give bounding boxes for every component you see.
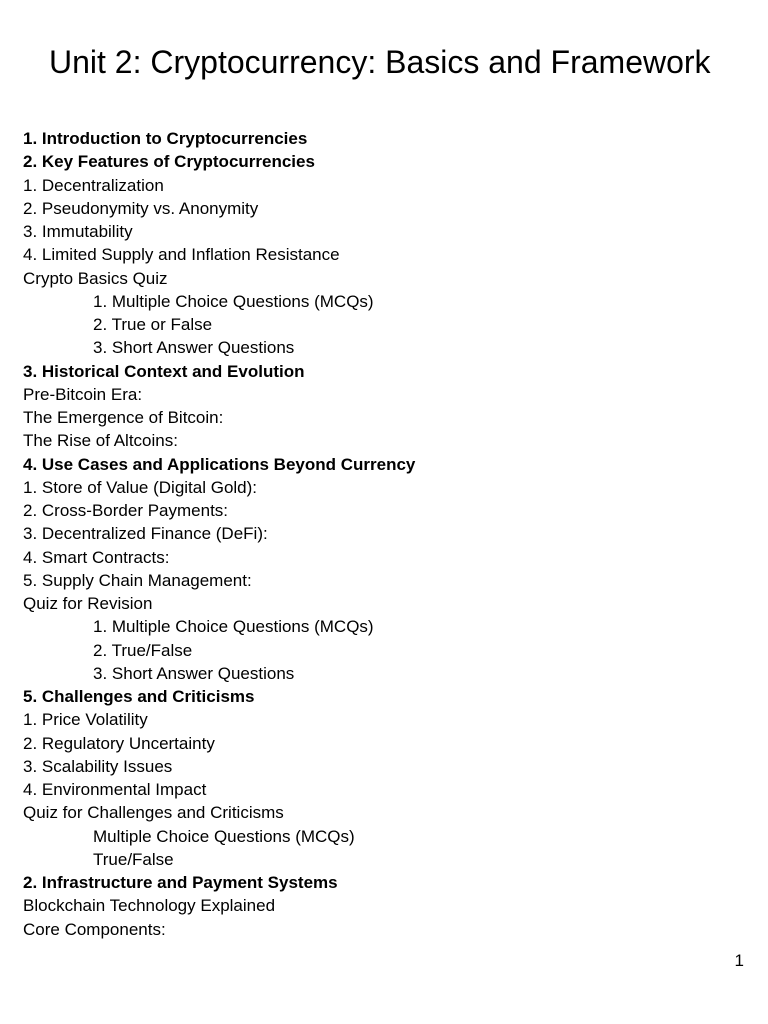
toc-line: Multiple Choice Questions (MCQs) xyxy=(93,826,355,846)
page-title: Unit 2: Cryptocurrency: Basics and Framework xyxy=(49,44,711,80)
toc-line: Quiz for Challenges and Criticisms xyxy=(23,803,284,823)
toc-line: Blockchain Technology Explained xyxy=(23,896,276,916)
toc-line: 2. True/False xyxy=(93,640,193,660)
toc-line: 3. Short Answer Questions xyxy=(93,338,295,358)
toc-line: 2. Cross-Border Payments: xyxy=(23,501,229,520)
toc-line: 2. Key Features of Cryptocurrencies xyxy=(23,152,315,172)
toc-line: The Rise of Altcoins: xyxy=(23,431,178,451)
toc-line: 2. Pseudonymity vs. Anonymity xyxy=(23,198,259,218)
toc-line: 2. Regulatory Uncertainty xyxy=(23,733,215,753)
toc-line: 1. Introduction to Cryptocurrencies xyxy=(23,129,308,148)
toc-line: True/False xyxy=(93,849,174,869)
toc-line: 3. Short Answer Questions xyxy=(93,663,295,683)
toc-line: Pre-Bitcoin Era: xyxy=(23,384,143,404)
toc-line: 1. Multiple Choice Questions (MCQs) xyxy=(93,291,374,311)
toc-line: 4. Smart Contracts: xyxy=(23,547,170,567)
toc-line: 1. Decentralization xyxy=(23,175,164,195)
toc-line: Crypto Basics Quiz xyxy=(23,268,168,288)
toc-line: 4. Use Cases and Applications Beyond Currency xyxy=(23,454,416,474)
toc-line: 2. Infrastructure and Payment Systems xyxy=(23,873,338,892)
toc-line: Quiz for Revision xyxy=(23,594,153,613)
toc-line: 3. Scalability Issues xyxy=(23,756,173,776)
toc-line: 3. Historical Context and Evolution xyxy=(23,361,305,381)
toc-line: 1. Price Volatility xyxy=(23,710,148,730)
toc-line: 1. Multiple Choice Questions (MCQs) xyxy=(93,617,374,637)
page-number: 1 xyxy=(734,951,744,970)
table-of-contents xyxy=(23,127,743,941)
toc-line: 2. True or False xyxy=(93,315,213,334)
toc-line: 5. Challenges and Criticisms xyxy=(23,687,255,706)
toc-line: The Emergence of Bitcoin: xyxy=(23,408,224,427)
toc-line: 4. Environmental Impact xyxy=(23,780,207,799)
toc-line: 5. Supply Chain Management: xyxy=(23,570,252,590)
toc-line: 4. Limited Supply and Inflation Resistance xyxy=(23,245,340,265)
toc-line: 1. Store of Value (Digital Gold): xyxy=(23,477,258,497)
toc-line: 3. Immutability xyxy=(23,222,133,241)
toc-line: Core Components: xyxy=(23,919,166,939)
toc-line: 3. Decentralized Finance (DeFi): xyxy=(23,524,268,544)
